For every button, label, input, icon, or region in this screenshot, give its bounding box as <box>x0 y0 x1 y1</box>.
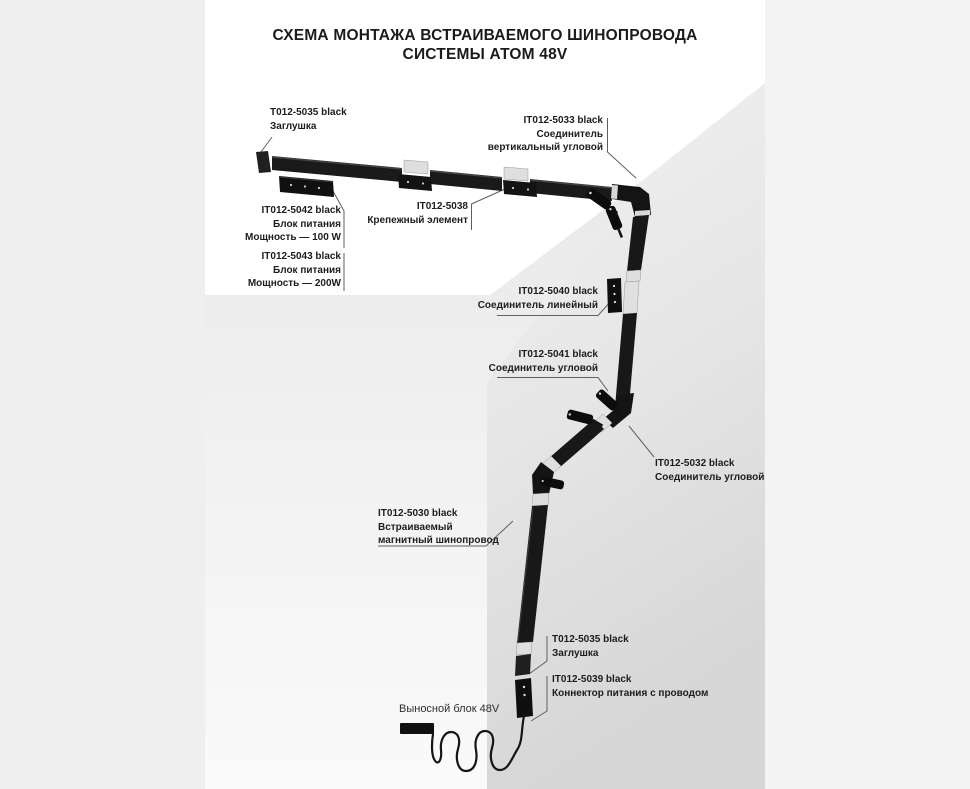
part-name: Заглушка <box>552 647 599 659</box>
part-name: Соединитель угловой <box>488 362 598 374</box>
part-name: Крепежный элемент <box>367 214 468 226</box>
part-code: IT012-5032 black <box>655 458 735 469</box>
power-connector <box>515 678 533 718</box>
left-margin <box>0 0 205 789</box>
part-code: IT012-5040 black <box>518 286 598 297</box>
part-code: IT012-5033 black <box>523 115 603 126</box>
part-name: магнитный шинопровод <box>378 535 499 547</box>
label-end-cap-top <box>270 106 347 133</box>
part-name: Коннектор питания с проводом <box>552 687 709 699</box>
part-code: IT012-5039 black <box>552 674 632 685</box>
part-name: Соединитель <box>536 128 603 140</box>
label-power-supply-200w <box>180 250 341 291</box>
part-code: T012-5035 black <box>552 634 629 645</box>
end-cap-bottom <box>515 654 531 676</box>
connector-collar <box>532 493 549 506</box>
part-code: IT012-5041 black <box>518 349 598 360</box>
label-external-psu <box>399 703 499 717</box>
part-code: T012-5035 black <box>270 107 347 118</box>
part-name: Соединитель угловой <box>655 471 765 483</box>
connector-collar <box>635 210 650 216</box>
part-name: Блок питания <box>273 218 341 230</box>
part-name: Блок питания <box>273 264 341 276</box>
part-code: IT012-5042 black <box>261 205 341 216</box>
label-corner-connector-32 <box>655 457 764 484</box>
label-fastener <box>320 200 468 227</box>
linear-connector <box>607 278 622 313</box>
part-code: IT012-5043 black <box>261 251 341 262</box>
part-name: Заглушка <box>270 120 317 132</box>
part-power: Мощность — 100 W <box>245 232 341 244</box>
part-name: вертикальный угловой <box>487 142 603 154</box>
connector-collar <box>404 160 428 174</box>
page-title <box>0 26 970 64</box>
label-corner-connector-41 <box>448 348 598 375</box>
part-code: IT012-5038 <box>416 201 468 212</box>
external-psu-box <box>400 723 434 734</box>
part-power: Мощность — 200W <box>247 278 341 290</box>
connector-collar <box>623 281 639 314</box>
connector-collar <box>504 167 528 181</box>
connector-collar <box>516 642 532 655</box>
connector-collar <box>611 185 618 199</box>
right-margin <box>765 0 970 789</box>
label-power-connector <box>552 673 708 700</box>
label-vertical-corner-connector <box>450 114 603 155</box>
label-magnetic-track <box>378 507 499 548</box>
label-end-cap-bottom <box>552 633 629 660</box>
title-line-2: СИСТЕМЫ АТОМ 48V <box>402 46 568 63</box>
part-name: Соединитель линейный <box>477 299 598 311</box>
part-name: Выносной блок 48V <box>399 703 500 715</box>
part-code: IT012-5030 black <box>378 508 458 519</box>
title-line-1: СХЕМА МОНТАЖА ВСТРАИВАЕМОГО ШИНОПРОВОДА <box>272 27 698 44</box>
connector-collar <box>626 270 641 282</box>
label-power-supply-100w <box>180 204 341 245</box>
part-name: Встраиваемый <box>378 521 453 533</box>
label-linear-connector <box>448 285 598 312</box>
